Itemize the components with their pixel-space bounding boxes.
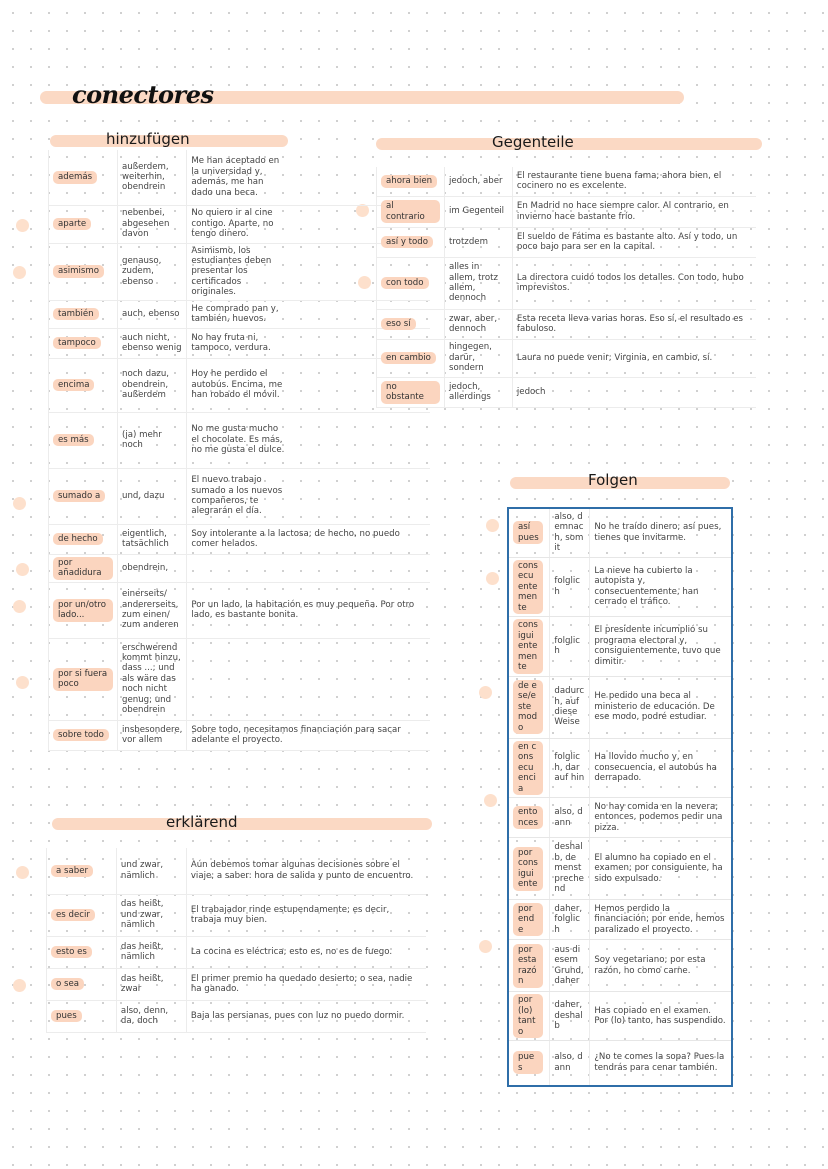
german-translation: erschwerend kommt hinzu, dass ...; und als wäre das noch nicht genug; und obendrein xyxy=(118,638,187,720)
table-hinzufuegen xyxy=(48,150,430,751)
example-sentence: He pedido una beca al ministerio de educación. De ese modo, podré estudiar. xyxy=(590,676,732,738)
table-row xyxy=(377,339,757,377)
german-translation: nebenbei, abgesehen davon xyxy=(118,205,187,243)
german-translation: deshalb, demenstprechend xyxy=(550,838,590,900)
german-translation: das heißt, zwar xyxy=(116,968,186,1000)
connector-label: así pues xyxy=(513,521,543,544)
table-row xyxy=(508,940,732,992)
connector-label: encima xyxy=(53,379,94,392)
german-translation: auch nicht, ebenso wenig xyxy=(118,328,187,358)
german-translation: alles in allem, trotz allem, dennoch xyxy=(444,257,512,309)
table-row xyxy=(508,676,732,738)
table-row xyxy=(508,1041,732,1086)
connector-label: por si fuera poco xyxy=(53,668,113,691)
german-translation: einerseits/ andererseits, zum einen/ zum anderen xyxy=(118,582,187,638)
connector-label: pues xyxy=(513,1051,543,1074)
example-sentence: La cocina es eléctrica; esto es, no es de fuego. xyxy=(186,936,426,968)
example-sentence: El alumno ha copiado en el examen; por consiguiente, ha sido expulsado. xyxy=(590,838,732,900)
example-sentence xyxy=(187,554,430,582)
page-title: conectores xyxy=(72,80,214,109)
german-translation: und zwar, nämlich xyxy=(116,848,186,894)
table-erklaerend xyxy=(46,848,426,1033)
table-row xyxy=(49,205,431,243)
example-sentence: jedoch xyxy=(512,377,756,407)
german-translation: (ja) mehr noch xyxy=(118,412,187,468)
table-row xyxy=(47,1000,427,1032)
deco-dot xyxy=(479,940,492,953)
table-row xyxy=(47,968,427,1000)
example-sentence: No hay comida en la nevera; entonces, podemos pedir una pizza. xyxy=(590,798,732,838)
german-translation: also, dann xyxy=(550,798,590,838)
section-title-gegenteile: Gegenteile xyxy=(492,133,574,151)
table-row xyxy=(508,992,732,1041)
connector-label: al contrario xyxy=(381,200,440,223)
deco-dot xyxy=(479,686,492,699)
section-highlight xyxy=(52,818,432,830)
table-row xyxy=(49,638,431,720)
table-row xyxy=(49,720,431,750)
german-translation: hingegen, darür, sondern xyxy=(444,339,512,377)
table-row xyxy=(377,309,757,339)
german-translation: im Gegenteil xyxy=(444,196,512,227)
example-sentence: No hay fruta ni, tampoco, verdura. xyxy=(187,328,430,358)
german-translation: das heißt, und zwar, nämlich xyxy=(116,894,186,936)
deco-dot xyxy=(16,219,29,232)
german-translation: obendrein, xyxy=(118,554,187,582)
german-translation: dadurch, auf diese Weise xyxy=(550,676,590,738)
german-translation: insbesondere, vor allem xyxy=(118,720,187,750)
deco-dot xyxy=(16,563,29,576)
example-sentence: Asimismo, los estudiantes deben presentar los certificados originales. xyxy=(187,243,430,300)
german-translation: jedoch, aber xyxy=(444,167,512,196)
connector-label: por añadidura xyxy=(53,557,113,580)
table-row xyxy=(377,227,757,257)
example-sentence: El restaurante tiene buena fama; ahora bien, el cocinero no es excelente. xyxy=(512,167,756,196)
table-folgen xyxy=(507,507,733,1087)
table-row xyxy=(508,508,732,557)
connector-label: con todo xyxy=(381,277,429,290)
example-sentence: Hoy he perdido el autobús. Encima, me han robado el móvil. xyxy=(187,358,430,412)
example-sentence: El primer premio ha quedado desierto; o sea, nadie ha ganado. xyxy=(186,968,426,1000)
connector-label: eso sí xyxy=(381,318,416,331)
deco-dot xyxy=(484,794,497,807)
table-row xyxy=(377,196,757,227)
table-row xyxy=(508,738,732,798)
connector-label: no obstante xyxy=(381,381,440,404)
connector-label: es más xyxy=(53,434,94,447)
example-sentence: La directora cuidó todos los detalles. Con todo, hubo imprevistos. xyxy=(512,257,756,309)
german-translation: und, dazu xyxy=(118,468,187,524)
connector-label: por esta razón xyxy=(513,944,543,988)
example-sentence: El sueldo de Fátima es bastante alto. Así y todo, un poco bajo para ser en la capital. xyxy=(512,227,756,257)
connector-label: sobre todo xyxy=(53,729,109,742)
example-sentence: Has copiado en el examen. Por (lo) tanto, has suspendido. xyxy=(590,992,732,1041)
example-sentence: No quiero ir al cine contigo. Aparte, no tengo dinero. xyxy=(187,205,430,243)
connector-label: así y todo xyxy=(381,236,433,249)
connector-label: en cambio xyxy=(381,352,436,365)
german-translation: das heißt, nämlich xyxy=(116,936,186,968)
german-translation: daher, deshalb xyxy=(550,992,590,1041)
german-translation: daher, folglich xyxy=(550,900,590,940)
connector-label: por consiguiente xyxy=(513,847,543,891)
table-row xyxy=(49,300,431,328)
connector-label: a saber xyxy=(51,865,93,878)
example-sentence: No me gusta mucho el chocolate. Es más, no me gusta el dulce. xyxy=(187,412,430,468)
section-title-hinzufuegen: hinzufügen xyxy=(106,130,190,148)
connector-label: o sea xyxy=(51,978,84,991)
table-row xyxy=(49,243,431,300)
german-translation: also, dann xyxy=(550,1041,590,1086)
connector-label: por (lo) tanto xyxy=(513,994,543,1038)
connector-label: entonces xyxy=(513,806,543,829)
example-sentence: El nuevo trabajo sumado a los nuevos compañeros, te alegrarán el día. xyxy=(187,468,430,524)
german-translation: auch, ebenso xyxy=(118,300,187,328)
table-row xyxy=(49,412,431,468)
german-translation: eigentlich, tatsächlich xyxy=(118,524,187,554)
table-row xyxy=(508,557,732,617)
german-translation: also, demnach, somit xyxy=(550,508,590,557)
connector-label: también xyxy=(53,308,99,321)
table-row xyxy=(508,617,732,677)
example-sentence: He comprado pan y, también, huevos. xyxy=(187,300,430,328)
table-row xyxy=(49,524,431,554)
example-sentence: Soy intolerante a la lactosa; de hecho, no puedo comer helados. xyxy=(187,524,430,554)
example-sentence: No he traído dinero; así pues, tienes que invitarme. xyxy=(590,508,732,557)
example-sentence: La nieve ha cubierto la autopista y, consecuentemente, han cerrado el tráfico. xyxy=(590,557,732,617)
example-sentence xyxy=(187,638,430,720)
example-sentence: Por un lado, la habitación es muy pequeña. Por otro lado, es bastante bonita. xyxy=(187,582,430,638)
german-translation: zwar, aber, dennoch xyxy=(444,309,512,339)
table-row xyxy=(49,582,431,638)
table-row xyxy=(377,167,757,196)
table-row xyxy=(377,257,757,309)
table-row xyxy=(49,554,431,582)
deco-dot xyxy=(16,866,29,879)
deco-dot xyxy=(486,572,499,585)
table-row xyxy=(508,838,732,900)
table-row xyxy=(508,798,732,838)
deco-dot xyxy=(486,519,499,532)
german-translation: außerdem, weiterhin, obendrein xyxy=(118,150,187,205)
german-translation: folglich, darauf hin xyxy=(550,738,590,798)
connector-label: de hecho xyxy=(53,533,103,546)
table-row xyxy=(49,328,431,358)
section-title-erklaerend: erklärend xyxy=(166,813,238,831)
connector-label: por ende xyxy=(513,903,543,937)
example-sentence: Laura no puede venir; Virginia, en cambio, sí. xyxy=(512,339,756,377)
table-row xyxy=(49,150,431,205)
section-title-folgen: Folgen xyxy=(588,471,638,489)
table-row xyxy=(377,377,757,407)
example-sentence: Hemos perdido la financiación; por ende, hemos paralizado el proyecto. xyxy=(590,900,732,940)
german-translation: jedoch, allerdings xyxy=(444,377,512,407)
german-translation: trotzdem xyxy=(444,227,512,257)
german-translation: genauso, zudem, ebenso xyxy=(118,243,187,300)
example-sentence: En Madrid no hace siempre calor. Al contrario, en invierno hace bastante frío. xyxy=(512,196,756,227)
german-translation: aus diesem Grund, daher xyxy=(550,940,590,992)
connector-label: de ese/este modo xyxy=(513,680,543,735)
german-translation: folglich xyxy=(550,557,590,617)
table-gegenteile xyxy=(376,167,756,408)
deco-dot xyxy=(13,600,26,613)
connector-label: por un/otro lado... xyxy=(53,599,113,622)
table-row xyxy=(47,936,427,968)
deco-dot xyxy=(13,979,26,992)
table-row xyxy=(49,468,431,524)
connector-label: tampoco xyxy=(53,337,101,350)
deco-dot xyxy=(16,676,29,689)
deco-dot xyxy=(13,497,26,510)
table-row xyxy=(508,900,732,940)
connector-label: en consecuencia xyxy=(513,741,543,796)
german-translation: folglich xyxy=(550,617,590,677)
example-sentence: Soy vegetariano; por esta razón, no como carne. xyxy=(590,940,732,992)
example-sentence: Aún debemos tomar algunas decisiones sobre el viaje; a saber: hora de salida y punto de encuentro. xyxy=(186,848,426,894)
german-translation: noch dazu, obendrein, außerdem xyxy=(118,358,187,412)
example-sentence: Sobre todo, necesitamos financiación para sacar adelante el proyecto. xyxy=(187,720,430,750)
connector-label: esto es xyxy=(51,946,92,959)
connector-label: ahora bien xyxy=(381,175,437,188)
example-sentence: Baja las persianas, pues con luz no puedo dormir. xyxy=(186,1000,426,1032)
connector-label: sumado a xyxy=(53,490,105,503)
connector-label: además xyxy=(53,171,97,184)
example-sentence: ¿No te comes la sopa? Pues la tendrás para cenar también. xyxy=(590,1041,732,1086)
example-sentence: Esta receta lleva varias horas. Eso sí, el resultado es fabuloso. xyxy=(512,309,756,339)
deco-dot xyxy=(13,266,26,279)
table-row xyxy=(47,848,427,894)
connector-label: consiguientemente xyxy=(513,619,543,674)
example-sentence: El trabajador rinde estupendamente; es decir, trabaja muy bien. xyxy=(186,894,426,936)
connector-label: aparte xyxy=(53,218,91,231)
example-sentence: El presidente incumplió su programa electoral y, consiguientemente, tuvo que dimitir. xyxy=(590,617,732,677)
connector-label: es decir xyxy=(51,909,95,922)
example-sentence: Me han aceptado en la universidad y, además, me han dado una beca. xyxy=(187,150,430,205)
connector-label: asimismo xyxy=(53,265,104,278)
german-translation: also, denn, da, doch xyxy=(116,1000,186,1032)
connector-label: pues xyxy=(51,1010,82,1023)
connector-label: consecuentemente xyxy=(513,560,543,615)
table-row xyxy=(49,358,431,412)
example-sentence: Ha llovido mucho y, en consecuencia, el autobús ha derrapado. xyxy=(590,738,732,798)
table-row xyxy=(47,894,427,936)
